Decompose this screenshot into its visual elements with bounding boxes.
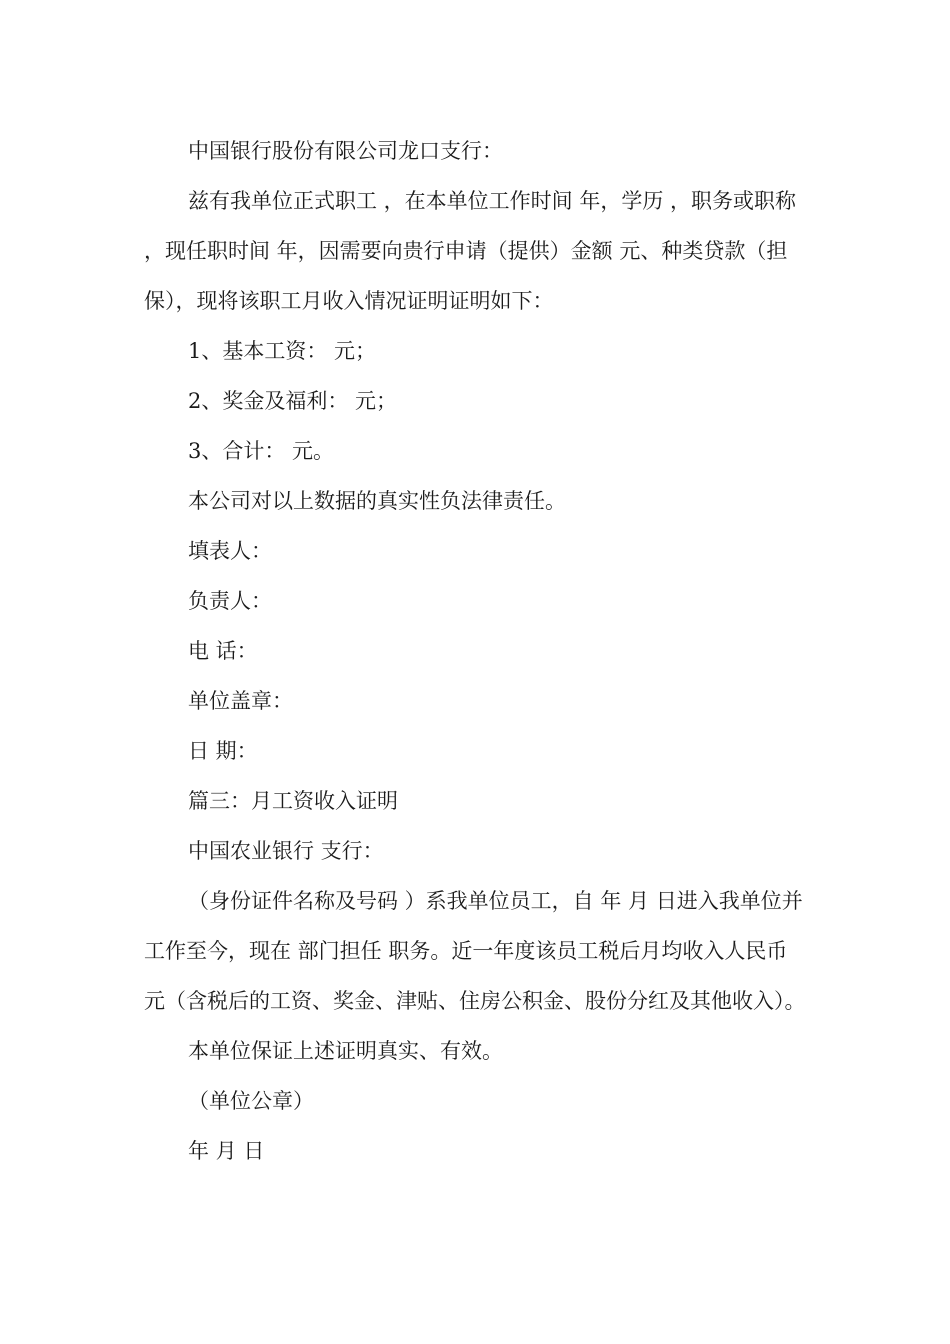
addressee-line-2: 中国农业银行 支行：: [188, 839, 384, 863]
official-seal-line: （单位公章）: [188, 1089, 314, 1113]
unit-seal-field: 单位盖章：: [188, 689, 293, 713]
bonus-welfare-line: 2、奖金及福利： 元；: [188, 389, 398, 413]
date-line: 年 月 日: [188, 1139, 265, 1163]
addressee-line: 中国银行股份有限公司龙口支行：: [188, 139, 503, 163]
document-body: [144, 126, 810, 1176]
responsible-person-field: 负责人：: [188, 589, 272, 613]
filler-field: 填表人：: [188, 539, 272, 563]
guarantee-statement: 本单位保证上述证明真实、有效。: [188, 1039, 503, 1063]
liability-statement: 本公司对以上数据的真实性负法律责任。: [188, 489, 566, 513]
basic-salary-line: 1、基本工资： 元；: [188, 339, 377, 363]
employment-body-paragraph: （身份证件名称及号码 ）系我单位员工，自 年 月 日进入我单位并工作至今，现在 部门担任 职务。近一年度该员工税后月均收入人民币 元（含税后的工资、奖金、津贴、住房公积金、股份分红及其他收入）。: [144, 889, 806, 1013]
date-field: 日 期：: [188, 739, 258, 763]
section-heading: 篇三：月工资收入证明: [188, 789, 398, 813]
phone-field: 电 话：: [188, 639, 258, 663]
certificate-body-paragraph: 兹有我单位正式职工 ，在本单位工作时间 年，学历 ，职务或职称 ，现任职时间 年，因需要向贵行申请（提供）金额 元、种类贷款（担保），现将该职工月收入情况证明证明如下：: [144, 189, 803, 313]
total-line: 3、合计： 元。: [188, 439, 335, 463]
